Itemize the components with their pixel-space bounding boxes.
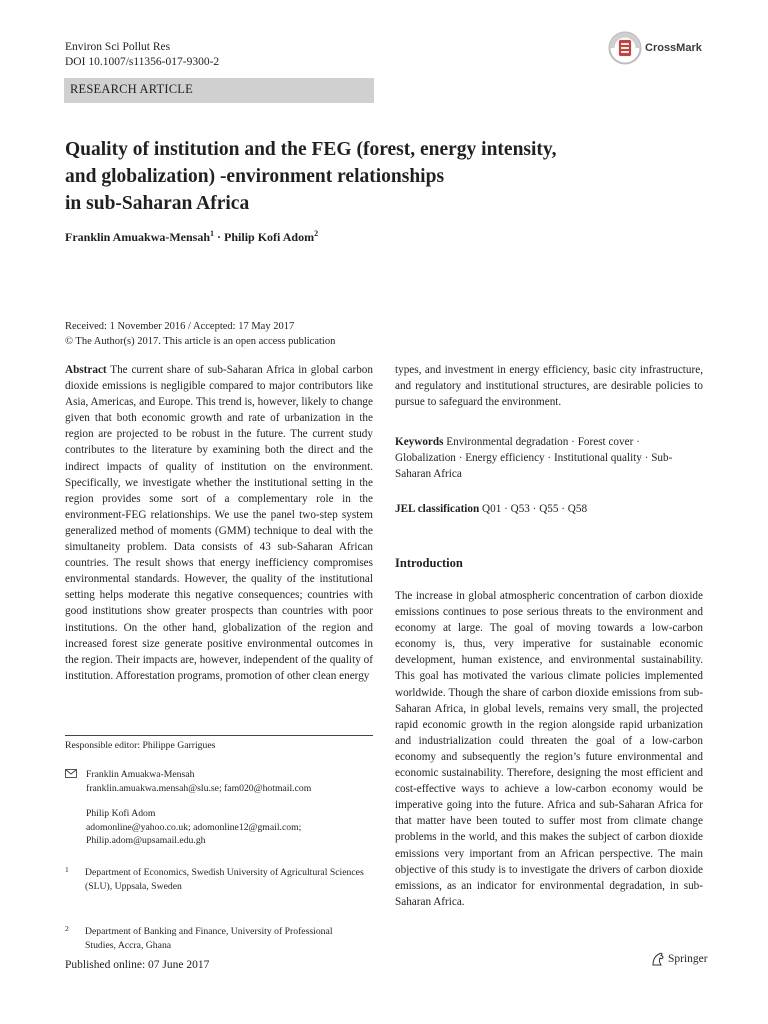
introduction-text: The increase in global atmospheric concentration of carbon dioxide emissions continues to pose serious threats to the environment and economy at large. The goal of moving towards a low-carbon economy is, thus, very imperative for sustainable economic development, human existence, and environmental sustainability. This goal has motivated the various climate policies implemented worldwide. Though the share of carbon dioxide emissions from sub-Saharan Africa, in global levels, remains very small, the projected rapid economic growth in the region alongside rapid urbanization and industrialization could threaten the goal of a low-carbon economy and subsequently the region’s future environmental and economic sustainability. Therefore, designing the most efficient and cost-effective ways to achieve a low-carbon economy would be imperative going into the future. Africa and sub-Saharan Africa for that matter have been touted to suffer most from climate change problems in the world, and this makes the subject of carbon dioxide emissions very important from an African perspective. The main objective of this study is to investigate the drivers of carbon dioxide emissions, as an indicator for environmental degradation, in sub-Saharan Africa.: [395, 590, 703, 908]
journal-header: [65, 40, 219, 70]
responsible-editor: Responsible editor: Philippe Garrigues: [65, 740, 216, 751]
contact-1-name: Franklin Amuakwa-Mensah: [86, 769, 195, 780]
contact-1-email[interactable]: franklin.amuakwa.mensah@slu.se; fam020@hotmail.com: [86, 782, 312, 794]
keywords-text: Environmental degradation · Forest cover · Globalization · Energy efficiency · Institutional quality · Sub-Saharan Africa: [395, 436, 673, 481]
contact-2-email-2[interactable]: Philip.adom@upsamail.edu.gh: [86, 835, 206, 846]
author-2-affil: 2: [314, 229, 319, 238]
title-line-2: and globalization) -environment relationships: [65, 166, 445, 187]
crossmark-icon: [608, 31, 642, 65]
crossmark-badge[interactable]: [608, 31, 702, 65]
keywords-label: Keywords: [395, 436, 444, 448]
footnote-divider: [65, 735, 373, 736]
article-type: RESEARCH ARTICLE: [70, 82, 193, 96]
author-1-affil: 1: [210, 229, 215, 238]
affiliation-2-text: Department of Banking and Finance, University of Professional Studies, Accra, Ghana: [85, 926, 333, 951]
springer-horse-icon: [650, 951, 666, 967]
article-title: [65, 136, 685, 217]
title-line-1: Quality of institution and the FEG (forest, energy intensity,: [65, 139, 557, 160]
keywords: [395, 434, 703, 482]
affiliation-1-text: Department of Economics, Swedish University of Agricultural Sciences (SLU), Uppsala, Sweden: [85, 867, 364, 892]
author-1-name[interactable]: Franklin Amuakwa-Mensah: [65, 230, 211, 244]
crossmark-label: CrossMark: [645, 42, 702, 54]
published-online: Published online: 07 June 2017: [65, 959, 210, 971]
jel-classification: [395, 503, 703, 515]
affiliation-1-number: 1: [65, 865, 69, 874]
journal-name: Environ Sci Pollut Res: [65, 41, 171, 53]
affiliation-2: [65, 925, 365, 952]
publisher-name: Springer: [668, 953, 708, 965]
received-accepted: Received: 1 November 2016 / Accepted: 17 May 2017: [65, 321, 295, 332]
envelope-icon: [65, 769, 77, 778]
abstract-text: The current share of sub-Saharan Africa in global carbon dioxide emissions is negligible compared to major contributors like Asia, Americas, and Europe. This trend is, however, likely to change given that both economic growth and rate of urbanization in the region are projected to be robust in the future. The current study contributes to the literature by examining both the direct and the indirect impacts of quality of institution on the environment. Specifically, we investigate whether the institutional setting in the region provides some sort of a complementary role in the environment-FEG relationships. We use the panel two-step system generalized method of moments (GMM) technique to deal with the simultaneity problem. Data consists of 43 sub-Saharan African countries. The result shows that energy inefficiency compromises environmental standards. However, the quality of the institutional setting helps moderate this negative consequences; countries with good institutions show greater prospects than countries with poor institutions. On the other hand, globalization of the region and increased forest size generate positive environmental outcomes in the region. Their impacts are, however, independent of the quality of institution. Afforestation programs, promotion of other clean energy: [65, 364, 373, 682]
springer-logo: [650, 951, 708, 967]
affiliation-1: [65, 866, 365, 893]
title-line-3: in sub-Saharan Africa: [65, 193, 250, 214]
doi[interactable]: DOI 10.1007/s11356-017-9300-2: [65, 56, 220, 68]
author-separator: ·: [214, 230, 225, 244]
article-dates: [65, 319, 335, 349]
introduction-heading: Introduction: [395, 556, 463, 570]
author-list: [65, 229, 318, 245]
article-type-banner: [64, 78, 374, 103]
corresponding-authors: [65, 768, 365, 848]
jel-label: JEL classification: [395, 503, 480, 515]
copyright-notice: © The Author(s) 2017. This article is an open access publication: [65, 336, 336, 347]
abstract-label: Abstract: [65, 364, 107, 376]
affiliation-2-number: 2: [65, 924, 69, 933]
abstract-continued: types, and investment in energy efficiency, basic city infrastructure, and regulatory and institutional structures, are desirable policies to pursue to safeguard the environment.: [395, 364, 703, 409]
contact-2-email-1[interactable]: adomonline@yahoo.co.uk; adomonline12@gmail.com;: [86, 821, 302, 833]
abstract: [65, 362, 373, 684]
author-2-name[interactable]: Philip Kofi Adom: [224, 230, 315, 244]
contact-2-name: Philip Kofi Adom: [86, 808, 156, 819]
jel-codes: Q01 · Q53 · Q55 · Q58: [482, 503, 588, 515]
